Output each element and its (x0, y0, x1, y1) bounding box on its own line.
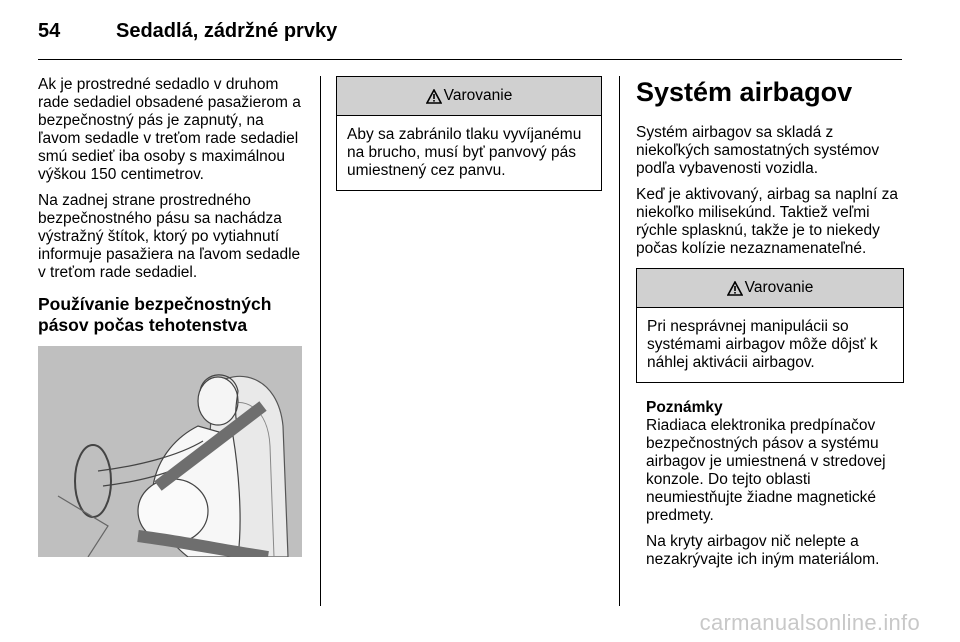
middle-column (336, 76, 602, 191)
section-title: Systém airbagov (636, 77, 853, 107)
left-paragraph-1: Ak je prostredné sedadlo v druhom rade sedadiel obsadené pasažierom a bezpečnostný pás je zapnutý, na ľavom sedadle v treťom rade sedadiel smú sedieť iba osoby s maximálnou výškou 150 centimetrov. (38, 76, 301, 183)
airbag-warning-box (636, 268, 904, 383)
left-subheading: Používanie bezpečnostných pásov počas tehotenstva (38, 294, 272, 335)
illustration-svg (38, 346, 302, 557)
warning-box (336, 76, 602, 191)
page-header (38, 14, 337, 48)
page-number: 54 (38, 19, 61, 42)
right-column (636, 76, 904, 577)
column-divider-right (619, 76, 620, 606)
warning-title: Varovanie (443, 87, 513, 104)
note-title: Poznámky (646, 399, 723, 416)
warning-triangle-icon (727, 281, 743, 296)
header-rule (38, 59, 902, 60)
note-block (636, 399, 904, 569)
warning-header (337, 77, 601, 116)
right-paragraph-1: Systém airbagov sa skladá z niekoľkých samostatných systémov podľa vybavenosti vozidla. (636, 124, 880, 177)
pregnant-seatbelt-illustration (38, 346, 302, 557)
left-column (38, 76, 306, 557)
watermark: carmanualsonline.info (699, 610, 920, 635)
note-paragraph-1: Riadiaca elektronika predpínačov bezpečnostných pásov a systému airbagov je umiestnená v stredovej konzole. Do tejto oblasti neumiestňujte žiadne magnetické predmety. (646, 417, 886, 524)
right-paragraph-2: Keď je aktivovaný, airbag sa naplní za niekoľko milisekúnd. Taktiež veľmi rýchle splasknú, takže je to niekedy počas kolízie nezaznamenateľné. (636, 186, 898, 257)
column-divider-left (320, 76, 321, 606)
airbag-warning-title: Varovanie (744, 279, 814, 296)
airbag-warning-header (637, 269, 903, 308)
left-paragraph-2: Na zadnej strane prostredného bezpečnostného pásu sa nachádza výstražný štítok, ktorý po vytiahnutí informuje pasažiera na ľavom sedadle v treťom rade sedadiel. (38, 192, 301, 281)
warning-triangle-icon (426, 89, 442, 104)
page-title: Sedadlá, zádržné prvky (116, 19, 338, 42)
warning-text: Aby sa zabránilo tlaku vyvíjanému na brucho, musí byť panvový pás umiestnený cez panvu. (347, 126, 582, 179)
airbag-warning-text: Pri nesprávnej manipulácii so systémami airbagov môže dôjsť k náhlej aktivácii airbagov. (647, 318, 878, 371)
note-paragraph-2: Na kryty airbagov nič nelepte a nezakrývajte ich iným materiálom. (646, 533, 880, 568)
